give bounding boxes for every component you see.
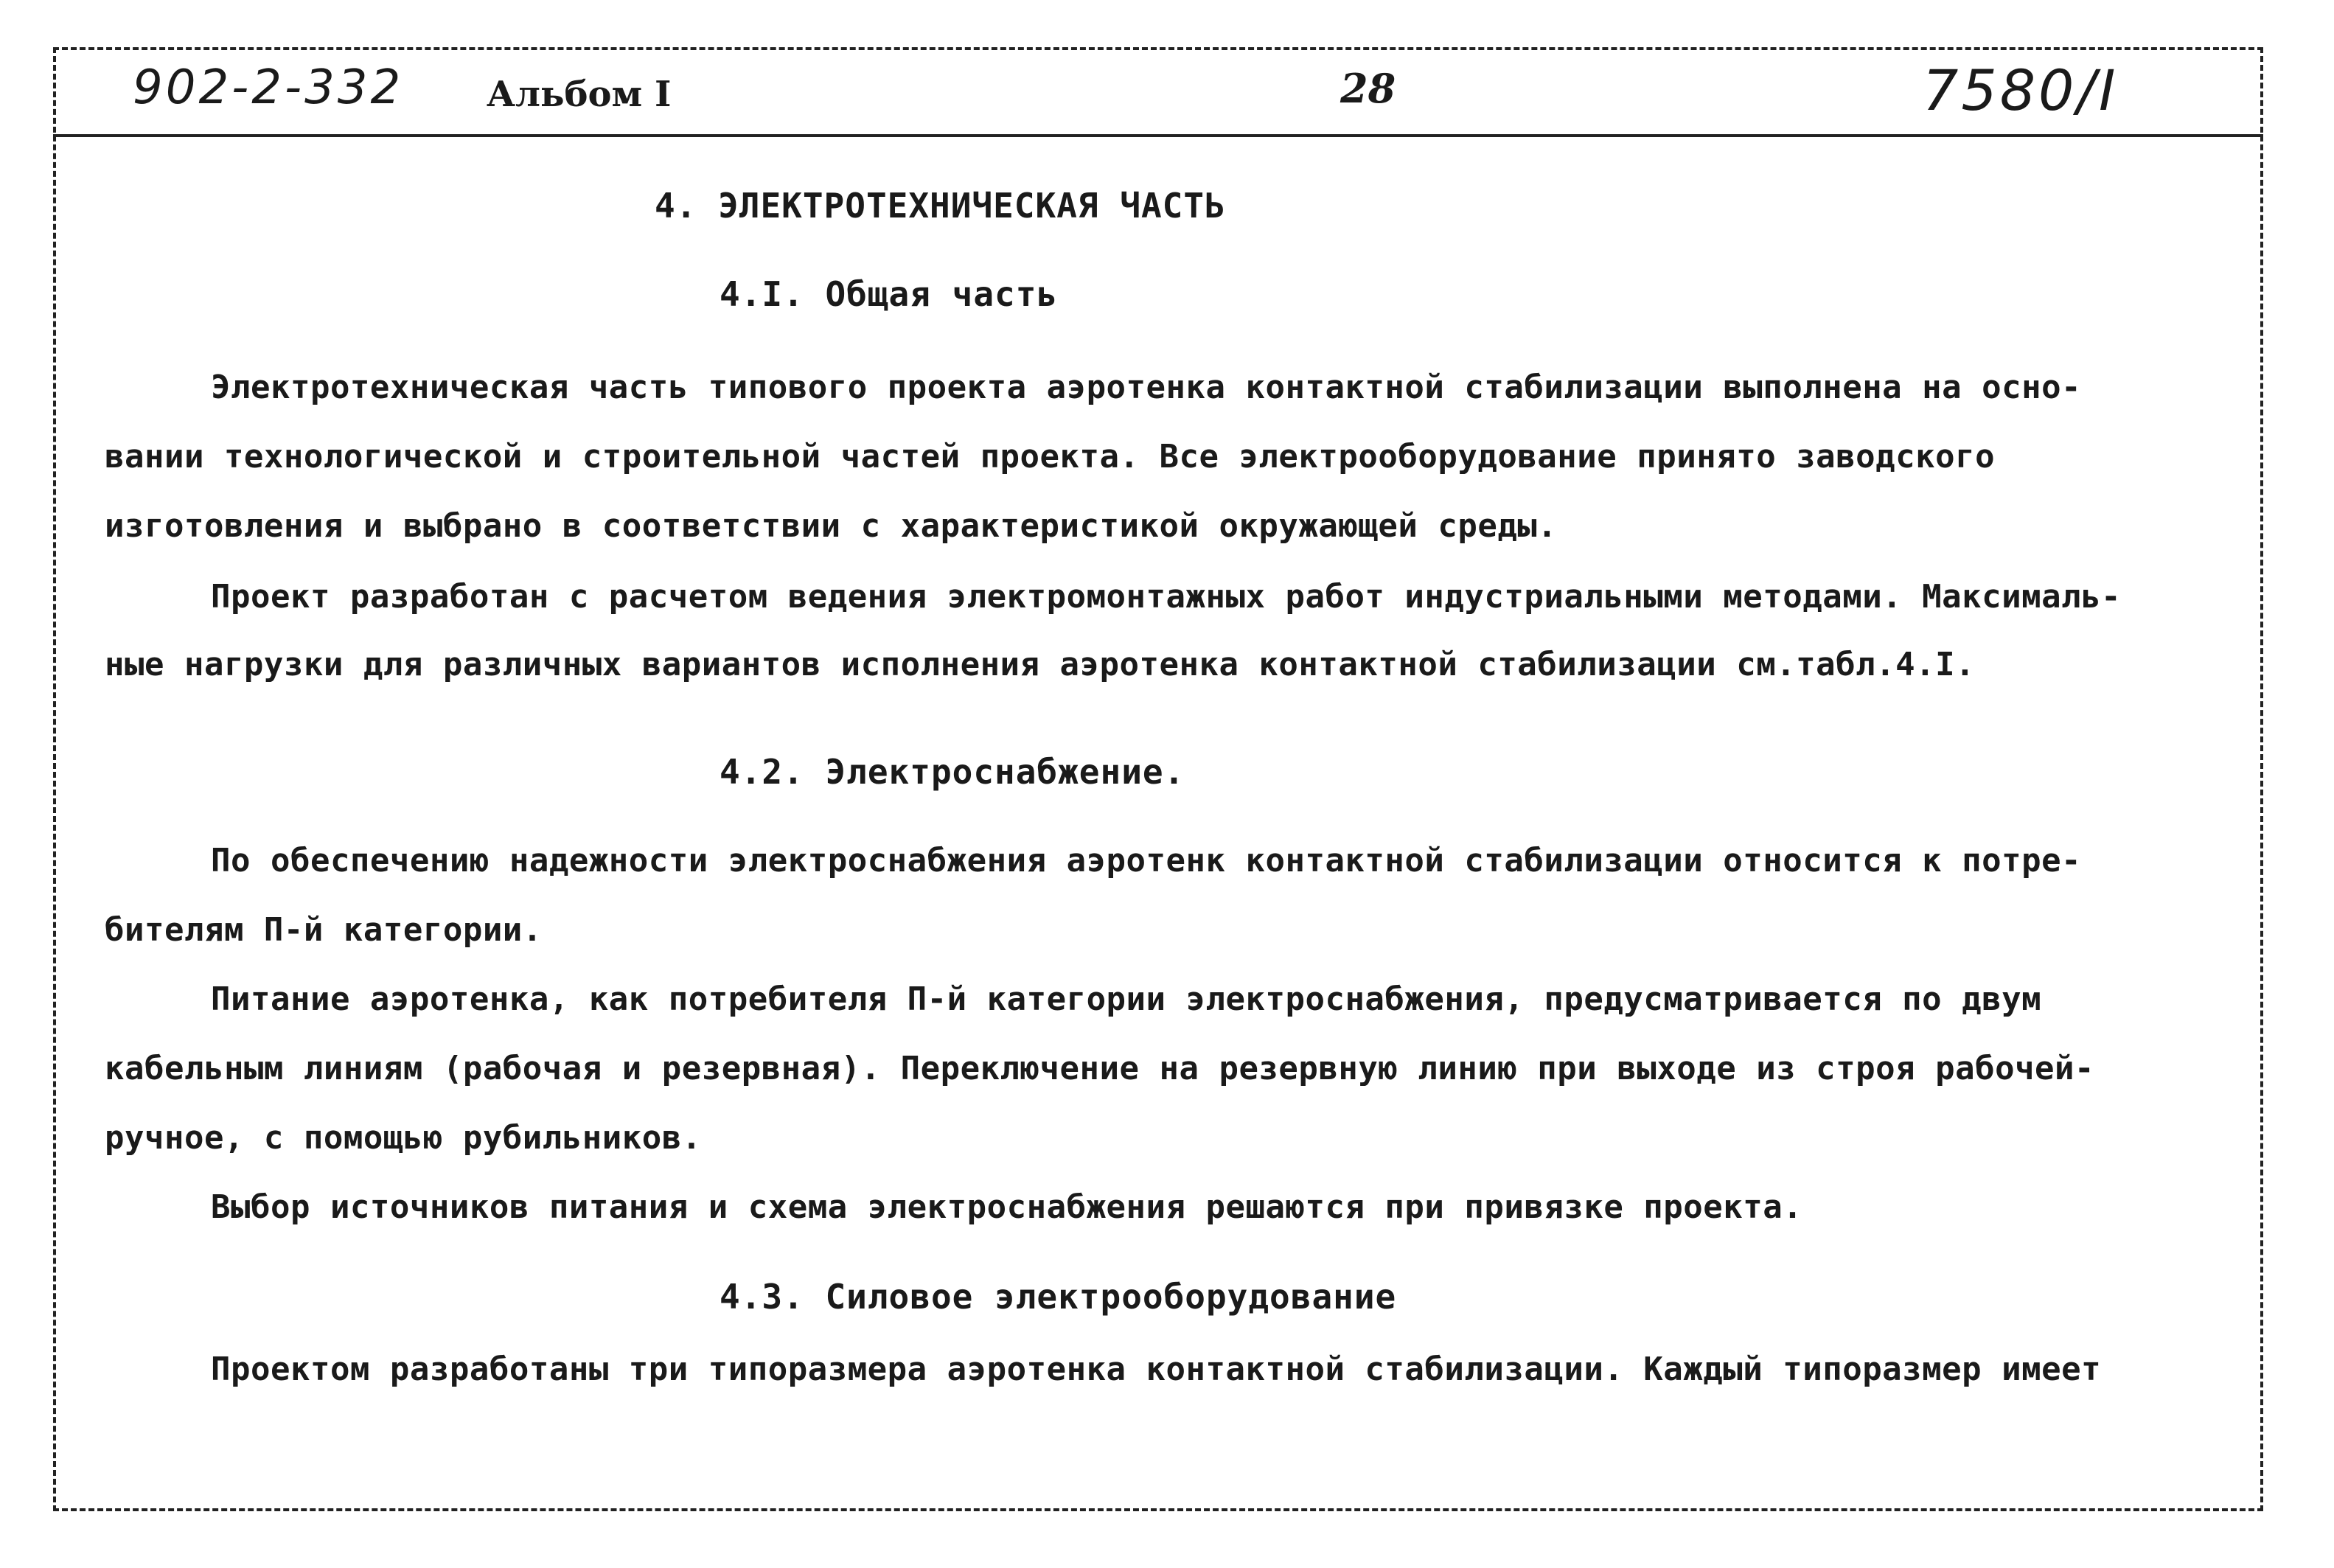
paragraph-line: Проект разработан с расчетом ведения электромонтажных работ индустриальными методами. Максималь- <box>211 578 2122 616</box>
paragraph-line: бителям П-й категории. <box>105 911 543 949</box>
paragraph-line: изготовления и выбрано в соответствии с характеристикой окружающей среды. <box>105 507 1558 545</box>
section-4-3-title: 4.3. Силовое электрооборудование <box>720 1277 1397 1317</box>
paragraph-line: Проектом разработаны три типоразмера аэротенка контактной стабилизации. Каждый типоразмер имеет <box>211 1351 2102 1388</box>
section-4-1-title: 4.I. Общая часть <box>720 274 1059 314</box>
paragraph-line: Электротехническая часть типового проекта аэротенка контактной стабилизации выполнена на осно- <box>211 369 2082 406</box>
section-4-title: 4. ЭЛЕКТРОТЕХНИЧЕСКАЯ ЧАСТЬ <box>655 186 1226 226</box>
header-rule <box>53 134 2263 137</box>
page-number: 28 <box>1340 65 1396 112</box>
paragraph-line: кабельным линиям (рабочая и резервная). Переключение на резервную линию при выходе из строя рабочей- <box>105 1050 2095 1087</box>
document-code: 902-2-332 <box>133 60 404 115</box>
paragraph-line: вании технологической и строительной частей проекта. Все электрооборудование принято заводского <box>105 438 1996 475</box>
paragraph-line: ные нагрузки для различных вариантов исполнения аэротенка контактной стабилизации см.табл.4.I. <box>105 646 1976 683</box>
paragraph-line: Выбор источников питания и схема электроснабжения решаются при привязке проекта. <box>211 1188 1803 1226</box>
paragraph-line: По обеспечению надежности электроснабжения аэротенк контактной стабилизации относится к потре- <box>211 842 2082 879</box>
sheet-code: 7580/I <box>1923 58 2119 123</box>
album-label: Альбом I <box>487 74 672 115</box>
section-4-2-title: 4.2. Электроснабжение. <box>720 752 1185 792</box>
paragraph-line: ручное, с помощью рубильников. <box>105 1119 702 1157</box>
paragraph-line: Питание аэротенка, как потребителя П-й категории электроснабжения, предусматривается по двум <box>211 980 2042 1018</box>
